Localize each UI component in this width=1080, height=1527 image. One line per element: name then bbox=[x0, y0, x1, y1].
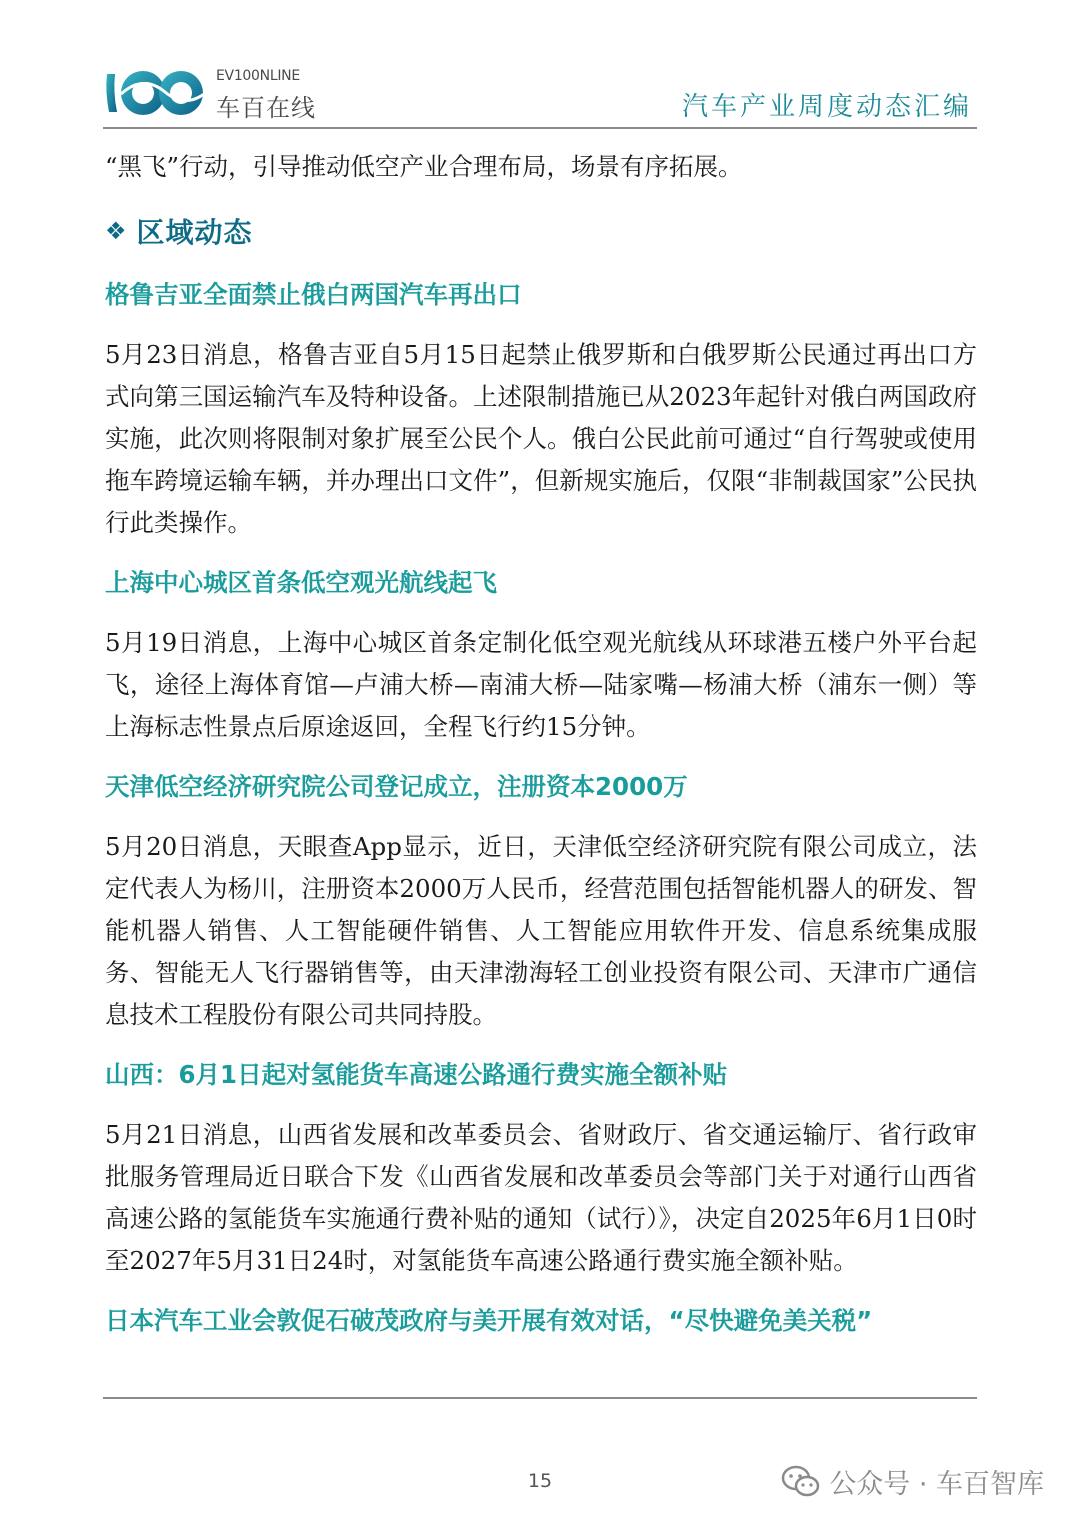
footer-divider bbox=[103, 1397, 977, 1399]
header-divider bbox=[103, 127, 977, 129]
section-title: 区域动态 bbox=[136, 216, 253, 249]
page-content bbox=[105, 146, 977, 1342]
article-body: 5月20日消息，天眼查App显示，近日，天津低空经济研究院有限公司成立，法定代表人为杨川，注册资本2000万人民币，经营范围包括智能机器人的研发、智能机器人销售、人工智能硬件销售、人工智能应用软件开发、信息系统集成服务、智能无人飞行器销售等，由天津渤海轻工创业投资有限公司、天津市广通信息技术工程股份有限公司共同持股。 bbox=[105, 832, 977, 1029]
article-headline: 天津低空经济研究院公司登记成立，注册资本2000万 bbox=[105, 772, 688, 801]
intro-paragraph: “黑飞”行动，引导推动低空产业合理布局，场景有序拓展。 bbox=[105, 152, 743, 181]
article-headline: 上海中心城区首条低空观光航线起飞 bbox=[105, 568, 497, 597]
article-body: 5月19日消息，上海中心城区首条定制化低空观光航线从环球港五楼户外平台起飞，途径上海体育馆—卢浦大桥—南浦大桥—陆家嘴—杨浦大桥（浦东一侧）等上海标志性景点后原途返回，全程飞行约15分钟。 bbox=[105, 628, 977, 741]
article-body: 5月21日消息，山西省发展和改革委员会、省财政厅、省交通运输厅、省行政审批服务管理局近日联合下发《山西省发展和改革委员会等部门关于对通行山西省高速公路的氢能货车实施通行费补贴的通知（试行）》，决定自2025年6月1日0时至2027年5月31日24时，对氢能货车高速公路通行费实施全额补贴。 bbox=[105, 1120, 977, 1275]
watermark bbox=[781, 1462, 1044, 1501]
logo bbox=[103, 62, 323, 122]
section-heading bbox=[105, 208, 977, 254]
ev100-logo-mark bbox=[103, 64, 213, 120]
header-title: 汽车产业周度动态汇编 bbox=[681, 92, 972, 122]
article-headline: 山西：6月1日起对氢能货车高速公路通行费实施全额补贴 bbox=[105, 1060, 728, 1089]
logo-english-text: EV100NLINE bbox=[216, 68, 300, 84]
watermark-text: 公众号 · 车百智库 bbox=[829, 1469, 1044, 1500]
diamond-bullet-icon: ❖ bbox=[105, 217, 127, 245]
page-number: 15 bbox=[527, 1470, 553, 1492]
article-body: 5月23日消息，格鲁吉亚自5月15日起禁止俄罗斯和白俄罗斯公民通过再出口方式向第三国运输汽车及特种设备。上述限制措施已从2023年起针对俄白两国政府实施，此次则将限制对象扩展至公民个人。俄白公民此前可通过“自行驾驶或使用拖车跨境运输车辆，并办理出口文件”，但新规实施后，仅限“非制裁国家”公民执行此类操作。 bbox=[105, 340, 977, 537]
logo-chinese-text: 车百在线 bbox=[216, 94, 316, 122]
wechat-icon bbox=[781, 1465, 821, 1499]
article-headline: 日本汽车工业会敦促石破茂政府与美开展有效对话，“尽快避免美关税” bbox=[105, 1306, 873, 1335]
article-headline: 格鲁吉亚全面禁止俄白两国汽车再出口 bbox=[105, 280, 522, 309]
